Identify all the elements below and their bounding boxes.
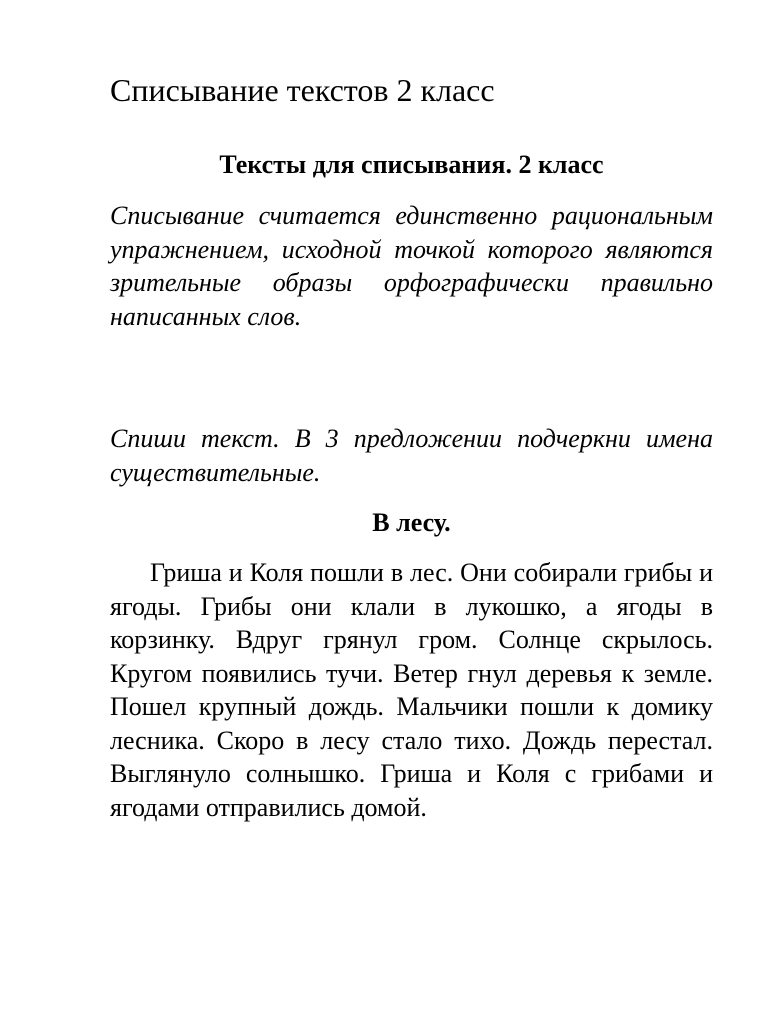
intro-paragraph: Списывание считается единственно рациональным упражнением, исходной точкой которого являются зрительные образы орфографически правильно написанных слов. bbox=[110, 201, 713, 331]
document-title: Списывание текстов 2 класс bbox=[110, 72, 495, 108]
story-text: Гриша и Коля пошли в лес. Они собирали грибы и ягоды. Грибы они клали в лукошко, а ягоды в корзинку. Вдруг грянул гром. Солнце скрылось. Кругом появились тучи. Ветер гнул деревья к земле. Пошел крупный дождь. Мальчики пошли к домику лесника. Скоро в лесу стало тихо. Дождь перестал. Выглянуло солнышко. Гриша и Коля с грибами и ягодами отправились домой. bbox=[110, 558, 713, 822]
section-heading: Тексты для списывания. 2 класс bbox=[219, 150, 604, 179]
story-title: В лесу. bbox=[372, 508, 451, 537]
task-instruction: Спиши текст. В 3 предложении подчеркни имена существительные. bbox=[110, 424, 713, 487]
